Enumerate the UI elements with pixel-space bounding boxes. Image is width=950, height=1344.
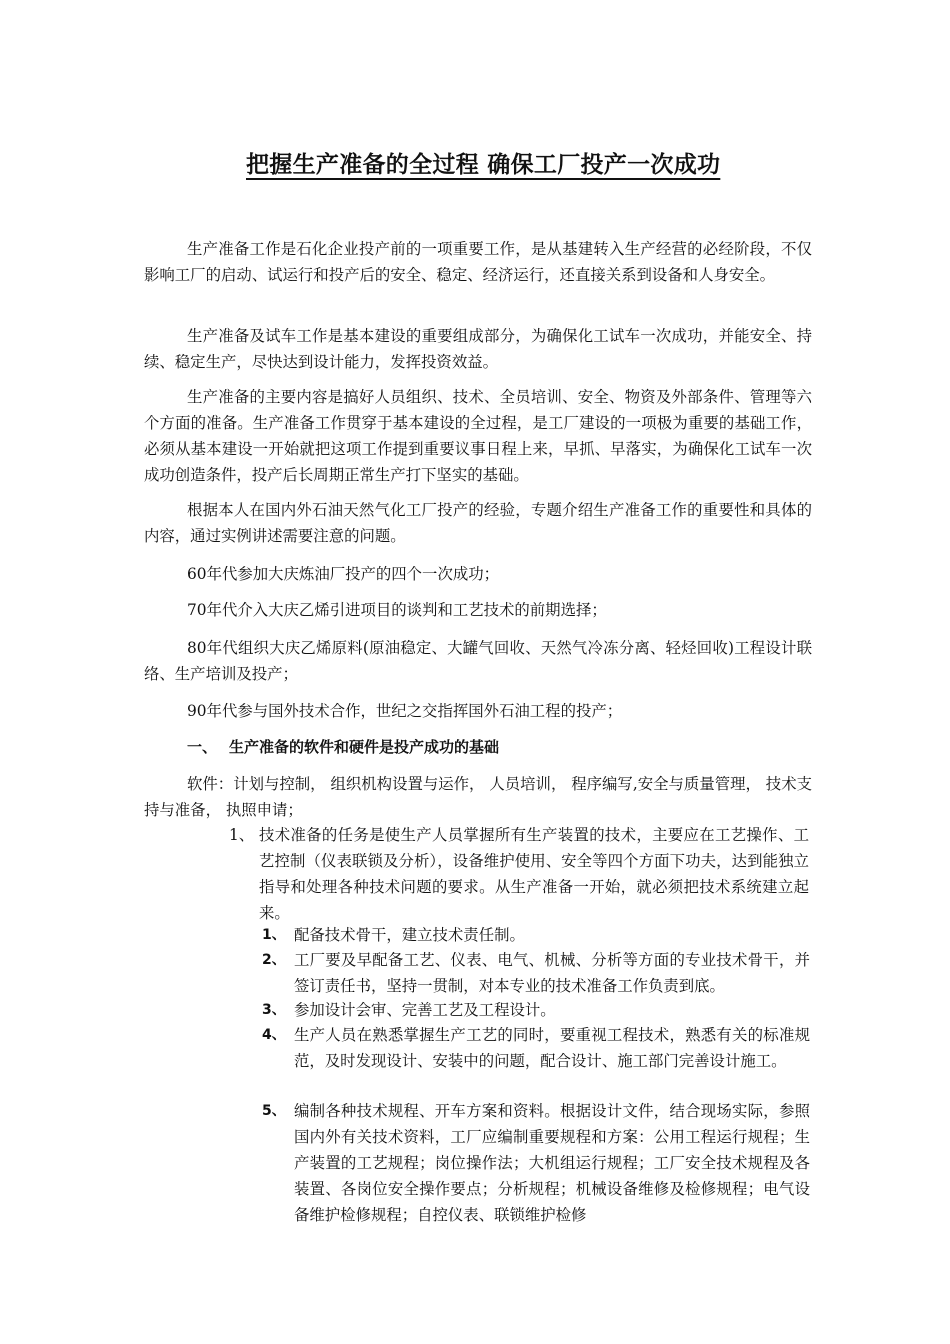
sub-list-item-marker: 2、 [262,952,286,968]
paragraph: 70年代介入大庆乙烯引进项目的谈判和工艺技术的前期选择； [187,601,607,619]
sub-list-item-marker: 5、 [262,1103,286,1119]
paragraph: 80年代组织大庆乙烯原料(原油稳定、大罐气回收、天然气冷冻分离、轻烃回收)工程设计联络、生产培训及投产； [144,639,812,683]
sub-list-item-text: 工厂要及早配备工艺、仪表、电气、机械、分析等方面的专业技术骨干，并签订责任书，坚持一贯制，对本专业的技术准备工作负责到底。 [294,951,810,995]
section-heading [187,734,499,760]
paragraph: 根据本人在国内外石油天然气化工厂投产的经验，专题介绍生产准备工作的重要性和具体的内容，通过实例讲述需要注意的问题。 [144,501,812,545]
paragraph: 生产准备的主要内容是搞好人员组织、技术、全员培训、安全、物资及外部条件、管理等六个方面的准备。生产准备工作贯穿于基本建设的全过程，是工厂建设的一项极为重要的基础工作，必须从基本建设一开始就把这项工作提到重要议事日程上来，早抓、早落实，为确保化工试车一次成功创造条件，投产后长周期正常生产打下坚实的基础。 [144,388,812,484]
section-intro: 软件：计划与控制， 组织机构设置与运作， 人员培训， 程序编写,安全与质量管理， 技术支持与准备， 执照申请； [144,775,812,819]
sub-list-item-marker: 4、 [262,1027,286,1043]
paragraph: 60年代参加大庆炼油厂投产的四个一次成功； [187,565,500,583]
section-number: 一、 [187,738,218,756]
list-item-marker: 1、 [229,826,255,844]
paragraph: 90年代参与国外技术合作，世纪之交指挥国外石油工程的投产； [187,702,623,720]
section-heading-text: 生产准备的软件和硬件是投产成功的基础 [229,738,500,756]
paragraph: 生产准备及试车工作是基本建设的重要组成部分，为确保化工试车一次成功，并能安全、持续、稳定生产，尽快达到设计能力，发挥投资效益。 [144,327,812,371]
sub-list-item-text: 生产人员在熟悉掌握生产工艺的同时，要重视工程技术，熟悉有关的标准规范，及时发现设计、安装中的问题，配合设计、施工部门完善设计施工。 [294,1026,810,1070]
sub-list-item-marker: 3、 [262,1002,286,1018]
paragraph: 生产准备工作是石化企业投产前的一项重要工作，是从基建转入生产经营的必经阶段，不仅影响工厂的启动、试运行和投产后的安全、稳定、经济运行，还直接关系到设备和人身安全。 [144,240,812,284]
list-item-text: 技术准备的任务是使生产人员掌握所有生产装置的技术，主要应在工艺操作、工艺控制（仪表联锁及分析），设备维护使用、安全等四个方面下功夫，达到能独立指导和处理各种技术问题的要求。从生产准备一开始，就必须把技术系统建立起来。 [259,826,809,922]
sub-list-item-text: 参加设计会审、完善工艺及工程设计。 [294,1001,556,1019]
page-title: 把握生产准备的全过程 确保工厂投产一次成功 [246,152,721,178]
sub-list-item-text: 配备技术骨干，建立技术责任制。 [294,926,525,944]
sub-list-item-text: 编制各种技术规程、开车方案和资料。根据设计文件，结合现场实际，参照国内外有关技术资料，工厂应编制重要规程和方案：公用工程运行规程；生产装置的工艺规程；岗位操作法；大机组运行规程；工厂安全技术规程及各装置、各岗位安全操作要点；分析规程；机械设备维修及检修规程；电气设备维护检修规程；自控仪表、联锁维护检修 [294,1102,810,1224]
sub-list-item-marker: 1、 [262,927,286,943]
